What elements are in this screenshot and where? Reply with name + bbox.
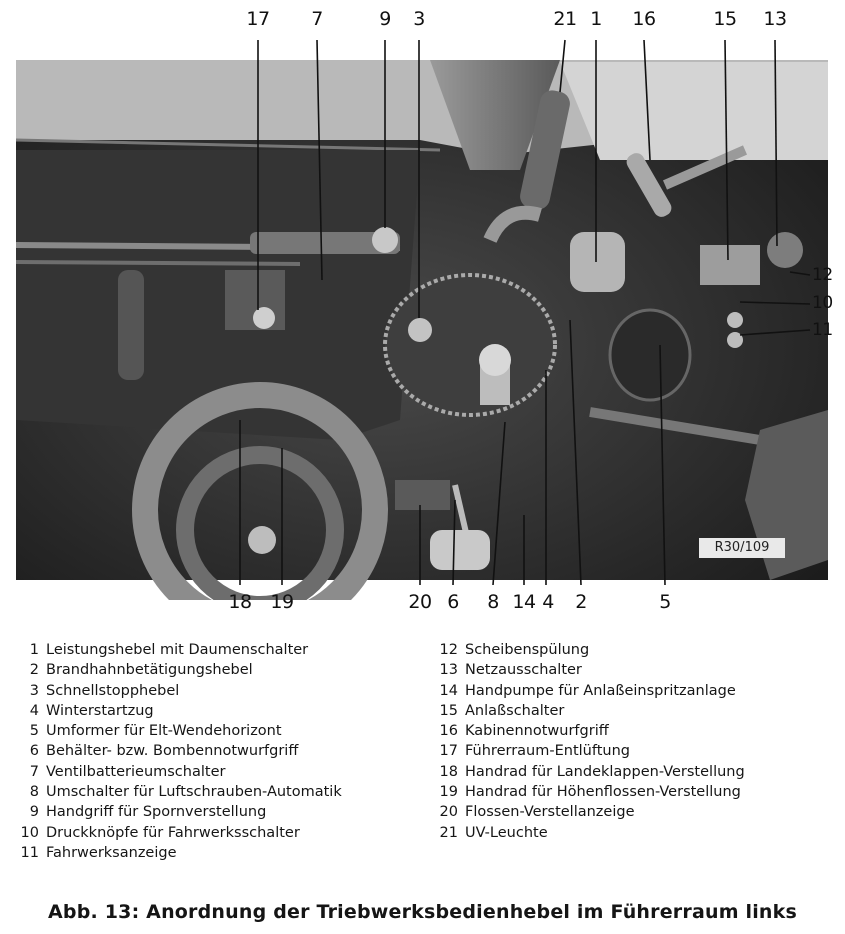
legend-item	[430, 681, 840, 701]
legend-text: Umschalter für Luftschrauben-Automatik	[46, 784, 342, 801]
callout-1: 1	[590, 8, 602, 30]
legend-item	[430, 802, 840, 822]
legend-text: Anlaßschalter	[465, 702, 565, 719]
legend-text: Führerraum-Entlüftung	[465, 743, 630, 760]
legend-text: Fahrwerksanzeige	[46, 844, 177, 861]
central-gear-housing	[385, 275, 555, 415]
legend-text: UV-Leuchte	[465, 824, 548, 841]
legend-text: Flossen-Verstellanzeige	[465, 804, 635, 821]
legend-number: 14	[439, 682, 458, 699]
stop-lever-knob	[408, 318, 432, 342]
callout-18: 18	[228, 591, 252, 613]
legend-text: Druckknöpfe für Fahrwerksschalter	[46, 824, 300, 841]
callout-17: 17	[246, 8, 270, 30]
legend-item	[11, 721, 406, 741]
callout-13: 13	[763, 8, 787, 30]
spur-handle-knob	[372, 227, 398, 253]
legend-left	[11, 640, 406, 863]
photo-plate-number: R30/109	[699, 538, 785, 558]
figure-caption: Abb. 13: Anordnung der Triebwerksbedienhebel im Führerraum links	[47, 901, 797, 923]
legend-number: 12	[439, 642, 458, 658]
legend-number: 21	[439, 824, 458, 841]
legend-text: Umformer für Elt-Wendehorizont	[46, 723, 282, 740]
legend-text: Brandhahnbetätigungshebel	[46, 662, 253, 679]
legend-number: 16	[439, 723, 458, 740]
legend-item	[11, 681, 406, 701]
legend-item	[11, 660, 406, 680]
legend-item	[430, 782, 840, 802]
legend-item	[11, 823, 406, 843]
legend-text: Leistungshebel mit Daumenschalter	[46, 642, 309, 658]
legend-text: Handrad für Höhenflossen-Verstellung	[465, 784, 741, 801]
legend-number: 1	[29, 642, 39, 658]
legend-number: 19	[439, 784, 458, 801]
legend-item	[430, 762, 840, 782]
legend-number: 7	[29, 763, 39, 780]
legend-text: Netzausschalter	[465, 662, 582, 679]
legend-text: Winterstartzug	[46, 702, 154, 719]
legend-text: Behälter- bzw. Bombennotwurfgriff	[46, 743, 299, 760]
legend-item	[430, 701, 840, 721]
legend-number: 4	[29, 702, 39, 719]
legend-number: 5	[29, 723, 39, 740]
legend-text: Kabinennotwurfgriff	[465, 723, 609, 740]
legend-number: 3	[29, 682, 39, 699]
legend-text: Ventilbatterieumschalter	[46, 763, 226, 780]
callout-5: 5	[659, 591, 671, 613]
legend-number: 10	[20, 824, 39, 841]
legend-text: Scheibenspülung	[465, 642, 590, 658]
legend-text: Handgriff für Spornverstellung	[46, 804, 267, 821]
callout-19: 19	[270, 591, 294, 613]
throttle-lever	[570, 232, 625, 292]
callout-14: 14	[512, 591, 536, 613]
callout-21: 21	[553, 8, 577, 30]
callout-9: 9	[379, 8, 391, 30]
legend-item	[11, 762, 406, 782]
legend-right	[430, 640, 840, 843]
legend-number: 20	[439, 804, 458, 821]
legend-number: 15	[439, 702, 458, 719]
callout-11: 11	[812, 320, 833, 340]
callout-10: 10	[812, 293, 833, 313]
callout-15: 15	[713, 8, 737, 30]
legend-number: 8	[29, 784, 39, 801]
starter-switch	[700, 245, 760, 285]
callout-4: 4	[542, 591, 554, 613]
legend-item	[11, 741, 406, 761]
legend-item	[430, 741, 840, 761]
canopy-window	[560, 62, 828, 160]
legend-item	[11, 640, 406, 660]
callout-20: 20	[408, 591, 432, 613]
legend-text: Schnellstopphebel	[46, 682, 180, 699]
legend-number: 18	[439, 763, 458, 780]
vent-knob	[253, 307, 275, 329]
legend-number: 6	[29, 743, 39, 760]
legend-item	[430, 640, 840, 660]
legend-number: 17	[439, 743, 458, 760]
legend-text: Handrad für Landeklappen-Verstellung	[465, 763, 745, 780]
legend-number: 11	[20, 844, 39, 861]
legend-item	[430, 660, 840, 680]
callout-8: 8	[487, 591, 499, 613]
callout-3: 3	[413, 8, 425, 30]
legend-item	[11, 802, 406, 822]
legend-item	[430, 823, 840, 843]
callout-2: 2	[575, 591, 587, 613]
legend-item	[11, 843, 406, 863]
callout-12: 12	[812, 265, 833, 285]
callout-7: 7	[311, 8, 323, 30]
callout-16: 16	[632, 8, 656, 30]
legend-item	[11, 782, 406, 802]
legend-number: 2	[29, 662, 39, 679]
legend-item	[430, 721, 840, 741]
legend-number: 13	[439, 662, 458, 679]
callout-6: 6	[447, 591, 459, 613]
legend-text: Handpumpe für Anlaßeinspritzanlage	[465, 682, 736, 699]
legend-number: 9	[29, 804, 39, 821]
legend-item	[11, 701, 406, 721]
